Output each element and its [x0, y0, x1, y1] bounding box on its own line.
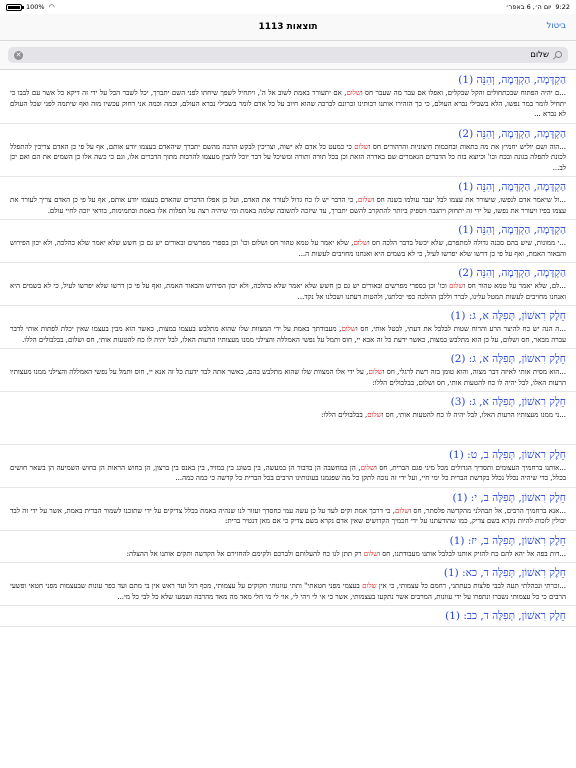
result-snippet: [10, 549, 566, 560]
result-title: חֵלֶק רִאשׁוֹן, תְּפִלָּה א, ג: (3): [450, 396, 566, 408]
search-result-item[interactable]: [0, 606, 576, 627]
search-result-item[interactable]: [0, 124, 576, 178]
status-right: [506, 3, 570, 11]
result-snippet: [10, 88, 566, 120]
results-count-title: 1113 תוצאות: [258, 22, 318, 32]
snippet-after: , הן במחשבה הן בדבור הן במעשה, בין בשוגג בין במזיד, בין באנס בין ברצון, הן בחוש הראות הן בחוש השמיעה הן בשאר חושים בכלל, כדי שיהיה נכלל נכלל בקדשת הברית כל ימי חיי, ועל ידי זה נזכה לתקן כל מה שפגמנו בעונותינו הרבים בכל הברית כל קדשה כי כמה כמה...: [10, 463, 566, 482]
result-snippet: [10, 463, 566, 484]
result-title: הַקְדָּמָה, הַקְדָּמָה, וְהִנֵּה (1): [458, 181, 566, 193]
snippet-before: ...דות בפה אל יהא להם כח להזיק אותנו לבלבל אותנו מעבודתנו, חס ו: [378, 549, 566, 558]
snippet-highlight: שלום: [346, 89, 361, 97]
snippet-after: , אם יתעורר באמת לשוב אל ה', ויתחיל לשפך שיחתו לפני השם יתברך, יכל לשבר הכל על ידי זה דיקא כל אשר עם לבבו כי יתחיל לומר במר נפשו, הלא בשבילי נברא העולם, כי כך הזהירו אותנו רבותינו זכרונם לברכה שהוא חיוב על כל אדם לומר בשבילי נברא העולם, וכמה וכמה אני רחוק עכשיו מזה ואף שיתמה לפני שכל העולם לא נברא ...: [10, 89, 566, 118]
snippet-highlight: שלום: [354, 142, 369, 151]
result-snippet: [10, 367, 566, 388]
snippet-highlight: שלום: [360, 463, 375, 472]
search-result-item[interactable]: [0, 70, 576, 124]
battery-percent: 100%: [26, 3, 45, 11]
snippet-highlight: שלום: [362, 582, 377, 590]
snippet-after: בעצמי מפני חטאתי" ותתי עוונותי חקוקים על עצמותי, מכף רגל ועד ראש אין בי מתם ועד כפר עונות שבעצמות מפני חטאי ופשעי הרבים כי כל עצמותי נשברו ונתפרו על ידי עוונות, המרבים אשר נתקעו בעצמותי, אשר כי אי לי ויהי לי, אוי לי מי חלי מאד מה מאד מהרבה ושמעו שלא כל לבי כל מי...: [10, 582, 566, 601]
snippet-highlight: שלום: [394, 506, 410, 515]
snippet-after: , על ידי אלו המצוות שלו שהוא מתלבש בהם, כאשר אתה לבד ידעת כל זה אנא יי, חוס ותמל על נפשי האמללה והצילני ממנו מעצותיו הרעות האלו, לבל יהיה לו כח להטעות אותי, חס ושלום, בבלבולים הללו:: [10, 368, 566, 387]
snippet-after: , מעבודתך באמת על ידי המצוות שלו שהוא מתלבש בעצמו במצות, כאשר הוא מבין בעצמו שאין יכלת לפתות אותי לדבר עברה מבאר, חס ושלום, על כן הוא מתלבש במצות, כאשר ידעת כל זה אבא יי, חוס ותמל על נפשי האמללה והצילני ממנו מעצותיו הרעות האלו, לבל יהיה לו כח להטעות אותי, חס ושלום, בבלבולים הללו.: [10, 325, 566, 344]
search-icon: [553, 51, 562, 60]
search-result-item[interactable]: [0, 563, 576, 606]
result-snippet: [10, 581, 566, 602]
snippet-highlight: שלום: [368, 368, 383, 376]
result-title: חֵלֶק רִאשׁוֹן, תְּפִלָּה ב, י: (1): [452, 491, 566, 504]
search-result-item[interactable]: [0, 531, 576, 564]
snippet-after: , שלא יאמר על טמא טהור חס ושלום וכו' וכן בספרי מפרשים ובאורים יש גם כן חשש שלא יאמר שלא כהלכה, ולא יכון הפירוש והבאור האמת, ואף על פי כן דרשו שלא יפרשו לעיל, כי לא בשמים היא ואנחנו מחויבים לעשות ה...: [10, 239, 566, 258]
search-field[interactable]: [8, 47, 568, 63]
results-list: [0, 70, 576, 627]
search-input[interactable]: [14, 48, 549, 62]
snippet-before: ...אנא ברחמיך הרבים, אל תבהלני מהקדשה פלסתר, חס ו: [409, 506, 566, 515]
search-bar: [0, 41, 576, 70]
status-time: 9:22: [555, 3, 570, 11]
search-result-item[interactable]: [0, 445, 576, 488]
snippet-after: , כי הדבר יש לו כח גדול לעורר את האדם, ועל כן אפלו הדברים שהאדם בעצמו יודע אותם, אף על פי כן האדם צריך לעורר את עצמו בפיו ויעורר את נפשו, על ידי זה יתחזק ויתגבר ויספיק ביותר להתקרב להשם יתברך, עד שיזכה לתשובה שלמה באמת ומי שיהיה רצה על תפלות אלו באמת ובתמימות, בודאי יזכה לחיי עולם.: [10, 196, 566, 215]
snippet-after: כי כמעט כל אדם לא ישוה, וצריכין לבקש הרבה מהשם יתברך שיהאדם בעצמו יודע אותם, אף על פי כן האדם צריכין להתפלל לכונת לתפלה בגונה ובכח וכו' וכיוצא בזה כל הדברים הגאמרים שם באדרה הזאת וכן בכל תורה ותורה ומשיכל על דבר יוכל להבין מעצמו להרבות מתוך הדברים אלו, וגם כי כשה אלו כן השמים את הם ואם יכן לב...: [10, 142, 566, 172]
search-result-item[interactable]: [0, 177, 576, 220]
snippet-after: , בבלבולים הללו:: [321, 411, 368, 419]
snippet-before: ...ול שיאמר אדם לנפשו, שיעורר את עצמו לבל יעבר עולמו בשנה חס ו: [372, 196, 566, 204]
snippet-highlight: שלום: [341, 325, 356, 333]
snippet-before: ...ם יהיה הפתוח שבכתחולים והקל שבקלים, ואפלו אם עבר מה שעבר חס ו: [360, 89, 566, 97]
snippet-after: , כי דרכך אמת וקים לעד על כן עשה עמי כחסדך ועזור לנו שנהיה באמת בכלל צדיקים על ידי שתזכנו לשמור הברית באמת, אשר על ידי זה לבד יכולין לזכות להיות נקרא בשם צדיק, כמו שהודעתנו על ידי חכמיך הקדושים שאין אדם נקרא בשם צדיק כי אם מאן דנטיר ברית:: [10, 506, 566, 525]
result-spacer: [10, 421, 566, 441]
navigation-bar: [0, 14, 576, 41]
result-snippet: [10, 410, 566, 421]
snippet-highlight: שלום: [363, 549, 379, 558]
result-snippet: [10, 142, 566, 174]
snippet-before: ...אותנו ברחמיך העצומים ותסדיך הגדולים מכל מיני פגם הברית, חס ו: [374, 463, 566, 472]
result-snippet: [10, 195, 566, 216]
status-date: יום ה׳, 6 באפר׳: [505, 3, 552, 11]
snippet-before: ...לם, שלא יאמר על טמא טהור חס ו: [463, 282, 567, 290]
result-title: חֵלֶק רִאשׁוֹן, תְּפִלָּה ב, יז: (1): [449, 534, 566, 547]
search-result-item[interactable]: [0, 306, 576, 349]
snippet-highlight: שלום: [357, 196, 373, 204]
snippet-before: ...זכרתי ונבהלתי תעה לבבי פלצות בעתתני, רחמם כל עצמותי, כי אין: [376, 582, 566, 590]
status-left: [6, 3, 55, 11]
result-title: הַקְדָּמָה, הַקְדָּמָה, וְהִנֵּה (1): [458, 74, 566, 86]
search-result-item[interactable]: [0, 392, 576, 445]
search-result-item[interactable]: [0, 349, 576, 392]
result-title: הַקְדָּמָה, הַקְדָּמָה, וְהִנֵּה (2): [458, 127, 566, 140]
result-title: הַקְדָּמָה, הַקְדָּמָה, וְהִנֵּה (1): [458, 224, 566, 236]
snippet-after: וכו' וכן בספרי מפרשים ובאורים יש גם כן חשש שלא יאמר שלא כהלכה, ולא יכון הפירוש והבאור האמת, ואף על פי כן דרשו שלא יפרשו לעיל, כי לא בשמים היא ואנחנו מחויבים לעשות המטל עלינו, לברר וללבן ההלכה כפי יכלתנו, ולהטות דעתנו ושכלנו אל נקד...: [10, 282, 566, 301]
search-result-item[interactable]: [0, 263, 576, 306]
snippet-before: ...הוה ושם יוליש יחמיץ את מה בתאות ובחכמות חיצוניות והרהורים חס ו: [368, 142, 566, 151]
result-title: חֵלֶק רִאשׁוֹן, תְּפִלָּה א, ג: (2): [450, 353, 566, 365]
snippet-highlight: שלום: [367, 411, 382, 419]
search-result-item[interactable]: [0, 220, 576, 263]
result-snippet: [10, 238, 566, 259]
cancel-button[interactable]: ביטול: [546, 21, 566, 31]
snippet-before: ...הוא מסית אותי לאיזה דבר מצוה, והוא טומן בזה רשת לרגלי, חס ו: [382, 368, 566, 376]
snippet-highlight: שלום: [353, 239, 368, 247]
snippet-before: ...י ממונות, שיש בהם סכנה גדולה למתפרם, שלא יכשל בדבר הלכה חס ו: [367, 239, 566, 247]
result-title: הַקְדָּמָה, הַקְדָּמָה, וְהִנֵּה (2): [458, 267, 566, 279]
result-snippet: [10, 281, 566, 302]
battery-icon: [6, 4, 22, 11]
clear-search-icon[interactable]: ✕: [15, 50, 22, 59]
result-title: חֵלֶק רִאשׁוֹן, תְּפִלָּה ד, כב: (1): [445, 610, 566, 622]
search-result-item[interactable]: [0, 488, 576, 531]
snippet-before: ...ה הנה יש כח להיצר הרע והרוח שטות לבלבל את דעתי, לבטל אותי, חס ו: [355, 325, 566, 333]
status-bar: [0, 0, 576, 14]
result-title: חֵלֶק רִאשׁוֹן, תְּפִלָּה ד, כא: (1): [443, 567, 566, 579]
result-snippet: [10, 506, 566, 527]
snippet-before: ...ני ממנו מעצותיו הרעות האלו, לבל יהיה לו כח להטעות אותי, חס ו: [381, 411, 566, 419]
result-snippet: [10, 324, 566, 345]
result-title: חֵלֶק רִאשׁוֹן, תְּפִלָּה ב, ט: (1): [448, 448, 566, 461]
wifi-icon: ◠: [48, 3, 55, 11]
snippet-highlight: שלום: [449, 282, 464, 290]
result-title: חֵלֶק רִאשׁוֹן, תְּפִלָּה א, ג: (1): [450, 310, 566, 322]
snippet-after: רק תתן לנו כח להעלותם ולברכם ולקימם להחזירם אל הקדשה ותקים אותנו אל ההצלה:: [126, 549, 364, 558]
